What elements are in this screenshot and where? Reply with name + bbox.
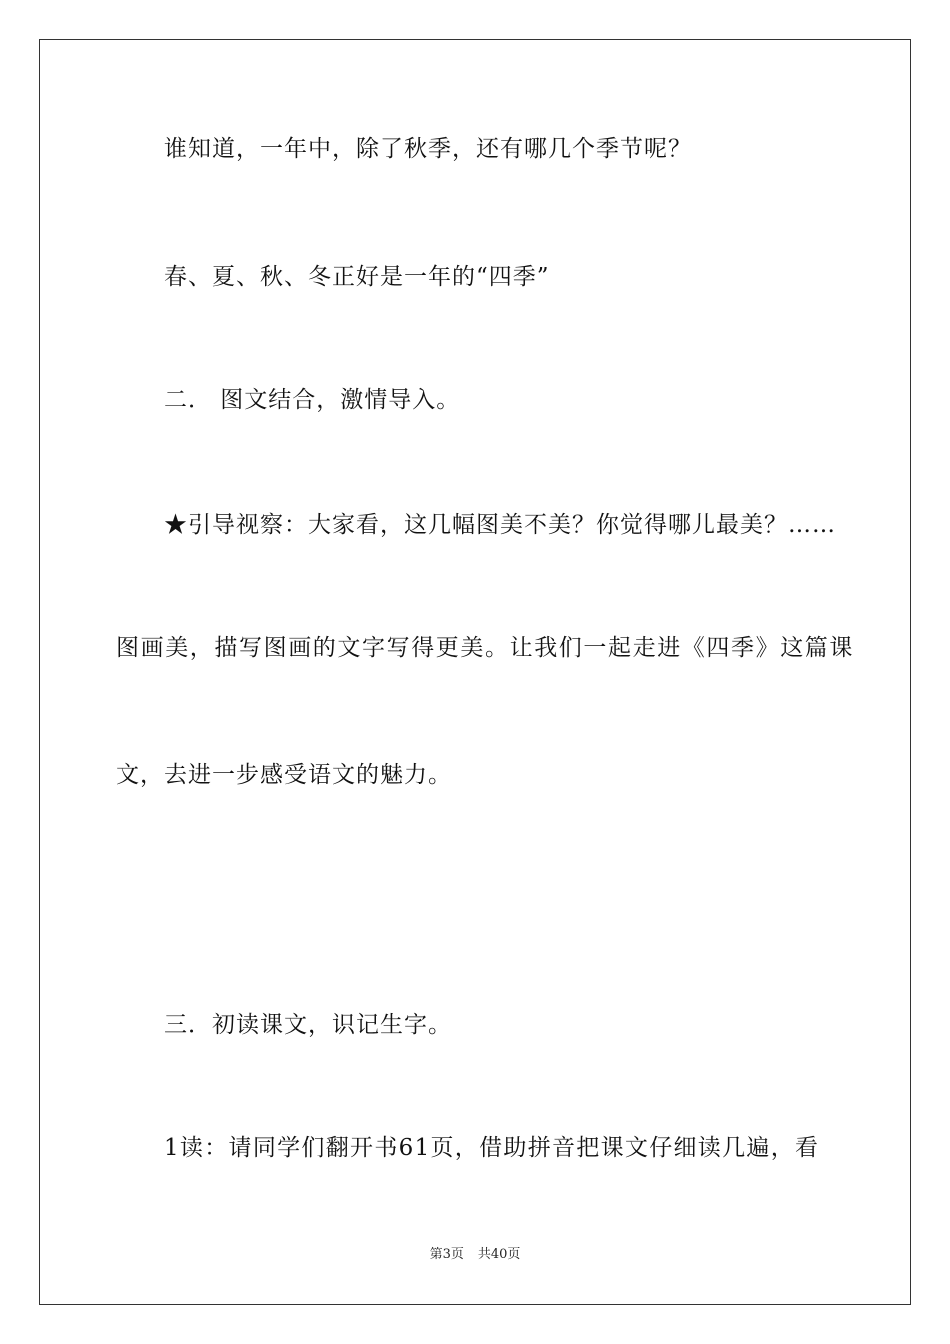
section-heading: 三．初读课文，识记生字。 (164, 1012, 452, 1038)
paragraph-line: 文，去进一步感受语文的魅力。 (116, 762, 452, 788)
page-number: 第3页 (429, 1247, 464, 1262)
page-total: 共40页 (477, 1247, 521, 1262)
page-border (39, 39, 911, 1305)
section-heading: 二． 图文结合，激情导入。 (164, 387, 461, 413)
paragraph-line: 1读：请同学们翻开书61页，借助拼音把课文仔细读几遍，看 (164, 1135, 820, 1161)
paragraph-line: 春、夏、秋、冬正好是一年的“四季” (164, 264, 550, 290)
paragraph-line: 谁知道，一年中，除了秋季，还有哪几个季节呢？ (164, 136, 692, 162)
paragraph-line: 图画美，描写图画的文字写得更美。让我们一起走进《四季》这篇课 (116, 635, 854, 661)
page-footer (0, 1246, 950, 1264)
paragraph-line: ★引导视察：大家看，这几幅图美不美？你觉得哪儿最美？…… (164, 512, 836, 538)
